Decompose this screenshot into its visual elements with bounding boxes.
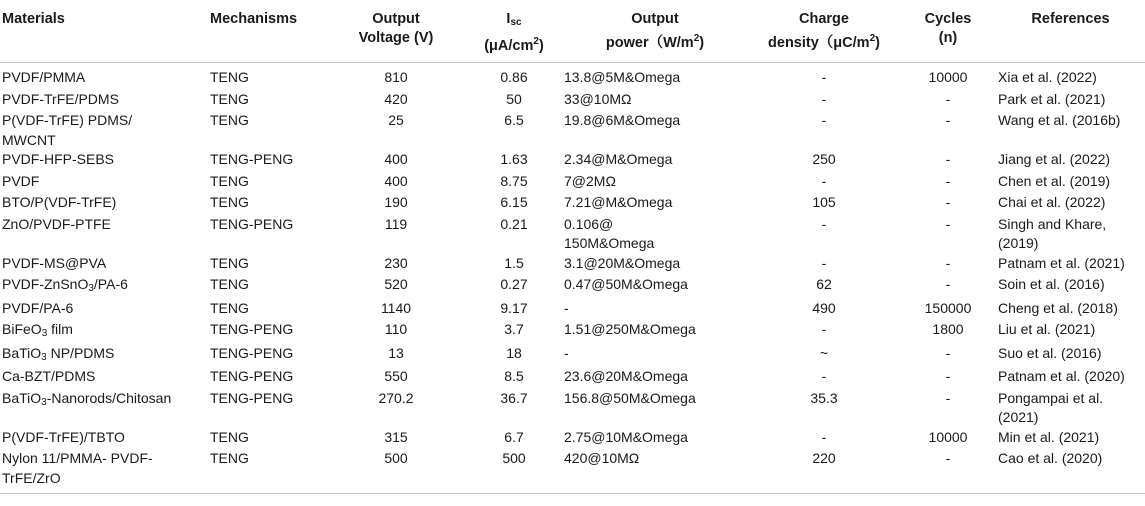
table-row <box>0 299 1145 321</box>
cell-output-voltage: 190 <box>384 194 408 210</box>
cell-cycles: 150000 <box>924 299 972 316</box>
cell-charge-density: 62 <box>816 276 832 292</box>
header-mechanisms: Mechanisms <box>208 0 326 63</box>
cell-cycles: - <box>945 344 951 361</box>
cell-output-power: 420@10MΩ <box>564 450 640 466</box>
cell-output-voltage: 110 <box>384 321 408 337</box>
cell-output-voltage: 1140 <box>380 299 412 316</box>
table-row <box>0 90 1145 112</box>
cell-reference: Patnam et al. (2021) <box>998 254 1125 271</box>
cell-material: PVDF-MS@PVA <box>2 254 107 271</box>
cell-charge-density: 250 <box>812 151 836 167</box>
cell-cycles: - <box>945 450 951 466</box>
cell-output-power: 2.75@10M&Omega <box>564 428 688 445</box>
cell-output-power: 156.8@50M&Omega <box>564 389 696 406</box>
header-output-power: Output $power(W/m^2)$ <box>562 0 748 63</box>
cell-mechanism: TENG-PENG <box>210 344 294 361</box>
table-row <box>0 344 1145 368</box>
cell-reference: Jiang et al. (2022) <box>998 151 1111 167</box>
table-row <box>0 275 1145 299</box>
cell-material: P(VDF-TrFE) PDMS/ MWCNT <box>2 112 133 148</box>
cell-material: BaTiO$_3$-Nanorods/Chitosan <box>2 389 172 408</box>
cell-output-power: - <box>564 344 569 361</box>
cell-isc: 8.75 <box>500 172 528 189</box>
cell-isc: 1.5 <box>504 254 524 271</box>
cell-mechanism: TENG-PENG <box>210 368 294 384</box>
cell-mechanism: TENG <box>210 172 249 189</box>
cell-cycles: - <box>945 151 951 167</box>
table-body <box>0 63 1145 494</box>
cell-isc: 500 <box>502 450 526 466</box>
cell-reference: Cao et al. (2020) <box>998 450 1103 466</box>
cell-output-voltage: 270.2 <box>378 389 414 406</box>
cell-output-power: 0.106@ 150M&Omega <box>564 215 655 251</box>
cell-output-voltage: 550 <box>384 368 408 384</box>
table-row <box>0 449 1145 494</box>
cell-mechanism: TENG <box>210 69 249 85</box>
cell-charge-density: - <box>821 172 827 189</box>
cell-cycles: - <box>945 112 951 128</box>
cell-output-voltage: 25 <box>388 112 404 128</box>
table-row <box>0 254 1145 276</box>
cell-charge-density: - <box>821 90 827 107</box>
cell-reference: Wang et al. (2016b) <box>998 112 1121 128</box>
cell-charge-density: - <box>821 368 827 384</box>
cell-output-power: 7.21@M&Omega <box>564 194 673 210</box>
cell-reference: Chai et al. (2022) <box>998 194 1106 210</box>
cell-cycles: - <box>945 276 951 292</box>
cell-isc: 50 <box>506 90 522 107</box>
cell-output-voltage: 400 <box>384 172 408 189</box>
cell-mechanism: TENG <box>210 194 249 210</box>
cell-mechanism: TENG-PENG <box>210 215 294 232</box>
header-charge-density: Charge $density(\mu C/m^2)$ <box>748 0 900 63</box>
cell-output-power: 33@10MΩ <box>564 90 632 107</box>
cell-output-power: 19.8@6M&Omega <box>564 112 681 128</box>
header-materials: Materials <box>0 0 208 63</box>
cell-isc: 9.17 <box>500 299 528 316</box>
cell-cycles: - <box>945 194 951 210</box>
cell-cycles: - <box>945 254 951 271</box>
cell-cycles: 10000 <box>928 428 968 445</box>
cell-mechanism: TENG <box>210 90 249 107</box>
cell-reference: Suo et al. (2016) <box>998 344 1102 361</box>
cell-charge-density: - <box>821 254 827 271</box>
cell-material: PVDF-ZnSnO$_3$/PA-6 <box>2 276 128 294</box>
cell-material: PVDF-TrFE/PDMS <box>2 90 119 107</box>
cell-isc: 6.7 <box>504 428 524 445</box>
cell-material: BTO/P(VDF-TrFE) <box>2 194 117 210</box>
cell-reference: Singh and Khare, (2019) <box>998 215 1107 251</box>
cell-charge-density: 35.3 <box>810 389 838 406</box>
cell-material: BaTiO$_3$ NP/PDMS <box>2 344 115 363</box>
cell-isc: 0.21 <box>500 215 528 232</box>
cell-cycles: 1800 <box>932 321 964 337</box>
cell-reference: Xia et al. (2022) <box>998 69 1097 85</box>
cell-output-voltage: 400 <box>384 151 408 167</box>
header-references: References <box>996 0 1145 63</box>
cell-charge-density: 220 <box>812 450 836 466</box>
cell-charge-density: 490 <box>812 299 836 316</box>
cell-output-power: 3.1@20M&Omega <box>564 254 681 271</box>
cell-charge-density: - <box>821 112 827 128</box>
cell-output-voltage: 230 <box>384 254 408 271</box>
cell-cycles: 10000 <box>928 69 968 85</box>
cell-output-power: 7@2MΩ <box>564 172 616 189</box>
cell-isc: 3.7 <box>504 321 524 337</box>
cell-isc: 18 <box>506 344 522 361</box>
cell-isc: 6.15 <box>500 194 528 210</box>
cell-material: PVDF-HFP-SEBS <box>2 151 115 167</box>
cell-material: P(VDF-TrFE)/TBTO <box>2 428 125 445</box>
cell-charge-density: - <box>821 69 827 85</box>
cell-mechanism: TENG <box>210 254 249 271</box>
cell-material: PVDF/PMMA <box>2 69 86 85</box>
cell-output-voltage: 13 <box>388 344 404 361</box>
cell-material: Ca-BZT/PDMS <box>2 368 96 384</box>
cell-output-voltage: 420 <box>384 90 408 107</box>
cell-output-power: - <box>564 299 569 316</box>
cell-output-voltage: 119 <box>384 215 408 232</box>
cell-mechanism: TENG <box>210 112 249 128</box>
cell-isc: 6.5 <box>504 112 524 128</box>
cell-output-power: 1.51@250M&Omega <box>564 321 696 337</box>
cell-output-power: 0.47@50M&Omega <box>564 276 688 292</box>
cell-output-power: 2.34@M&Omega <box>564 151 673 167</box>
cell-reference: Pongampai et al. (2021) <box>998 389 1104 425</box>
cell-charge-density: - <box>821 321 827 337</box>
table-row <box>0 367 1145 389</box>
table-row <box>0 389 1145 428</box>
cell-charge-density: 105 <box>812 194 836 210</box>
cell-charge-density: ~ <box>819 344 829 361</box>
cell-reference: Chen et al. (2019) <box>998 172 1111 189</box>
cell-cycles: - <box>945 389 951 406</box>
table-row <box>0 320 1145 344</box>
cell-cycles: - <box>945 368 951 384</box>
cell-mechanism: TENG <box>210 428 249 445</box>
table-row <box>0 111 1145 150</box>
table-row <box>0 215 1145 254</box>
table-row <box>0 150 1145 172</box>
cell-output-voltage: 315 <box>384 428 408 445</box>
cell-isc: 0.86 <box>500 69 528 85</box>
header-row <box>0 0 1145 63</box>
header-output-voltage: Output Voltage (V) <box>326 0 466 63</box>
cell-material: BiFeO$_3$ film <box>2 321 73 339</box>
cell-charge-density: - <box>821 428 827 445</box>
cell-material: Nylon 11/PMMA- PVDF- TrFE/ZrO <box>2 450 153 486</box>
cell-material: ZnO/PVDF-PTFE <box>2 215 111 232</box>
cell-output-power: 13.8@5M&Omega <box>564 69 681 85</box>
cell-reference: Park et al. (2021) <box>998 90 1106 107</box>
cell-cycles: - <box>945 215 951 232</box>
table-row <box>0 428 1145 450</box>
cell-mechanism: TENG <box>210 276 249 292</box>
cell-isc: 8.5 <box>504 368 524 384</box>
cell-reference: Cheng et al. (2018) <box>998 299 1118 316</box>
cell-reference: Min et al. (2021) <box>998 428 1100 445</box>
cell-isc: 36.7 <box>500 389 528 406</box>
cell-mechanism: TENG <box>210 299 249 316</box>
cell-mechanism: TENG-PENG <box>210 151 294 167</box>
cell-cycles: - <box>945 90 951 107</box>
cell-material: PVDF <box>2 172 40 189</box>
header-cycles: Cycles (n) <box>900 0 996 63</box>
header-isc: $I_{sc}$ $(\mu A/cm^2)$ <box>466 0 562 63</box>
cell-output-power: 23.6@20M&Omega <box>564 368 688 384</box>
table-row <box>0 172 1145 194</box>
cell-reference: Liu et al. (2021) <box>998 321 1096 337</box>
cell-mechanism: TENG <box>210 450 249 466</box>
cell-output-voltage: 520 <box>384 276 408 292</box>
cell-material: PVDF/PA-6 <box>2 299 74 316</box>
cell-output-voltage: 810 <box>384 69 408 85</box>
cell-charge-density: - <box>821 215 827 232</box>
cell-cycles: - <box>945 172 951 189</box>
cell-mechanism: TENG-PENG <box>210 321 294 337</box>
cell-mechanism: TENG-PENG <box>210 389 294 406</box>
table-row <box>0 193 1145 215</box>
cell-reference: Soin et al. (2016) <box>998 276 1105 292</box>
cell-isc: 0.27 <box>500 276 528 292</box>
cell-output-voltage: 500 <box>384 450 408 466</box>
cell-isc: 1.63 <box>500 151 528 167</box>
cell-reference: Patnam et al. (2020) <box>998 368 1125 384</box>
table-row <box>0 63 1145 90</box>
